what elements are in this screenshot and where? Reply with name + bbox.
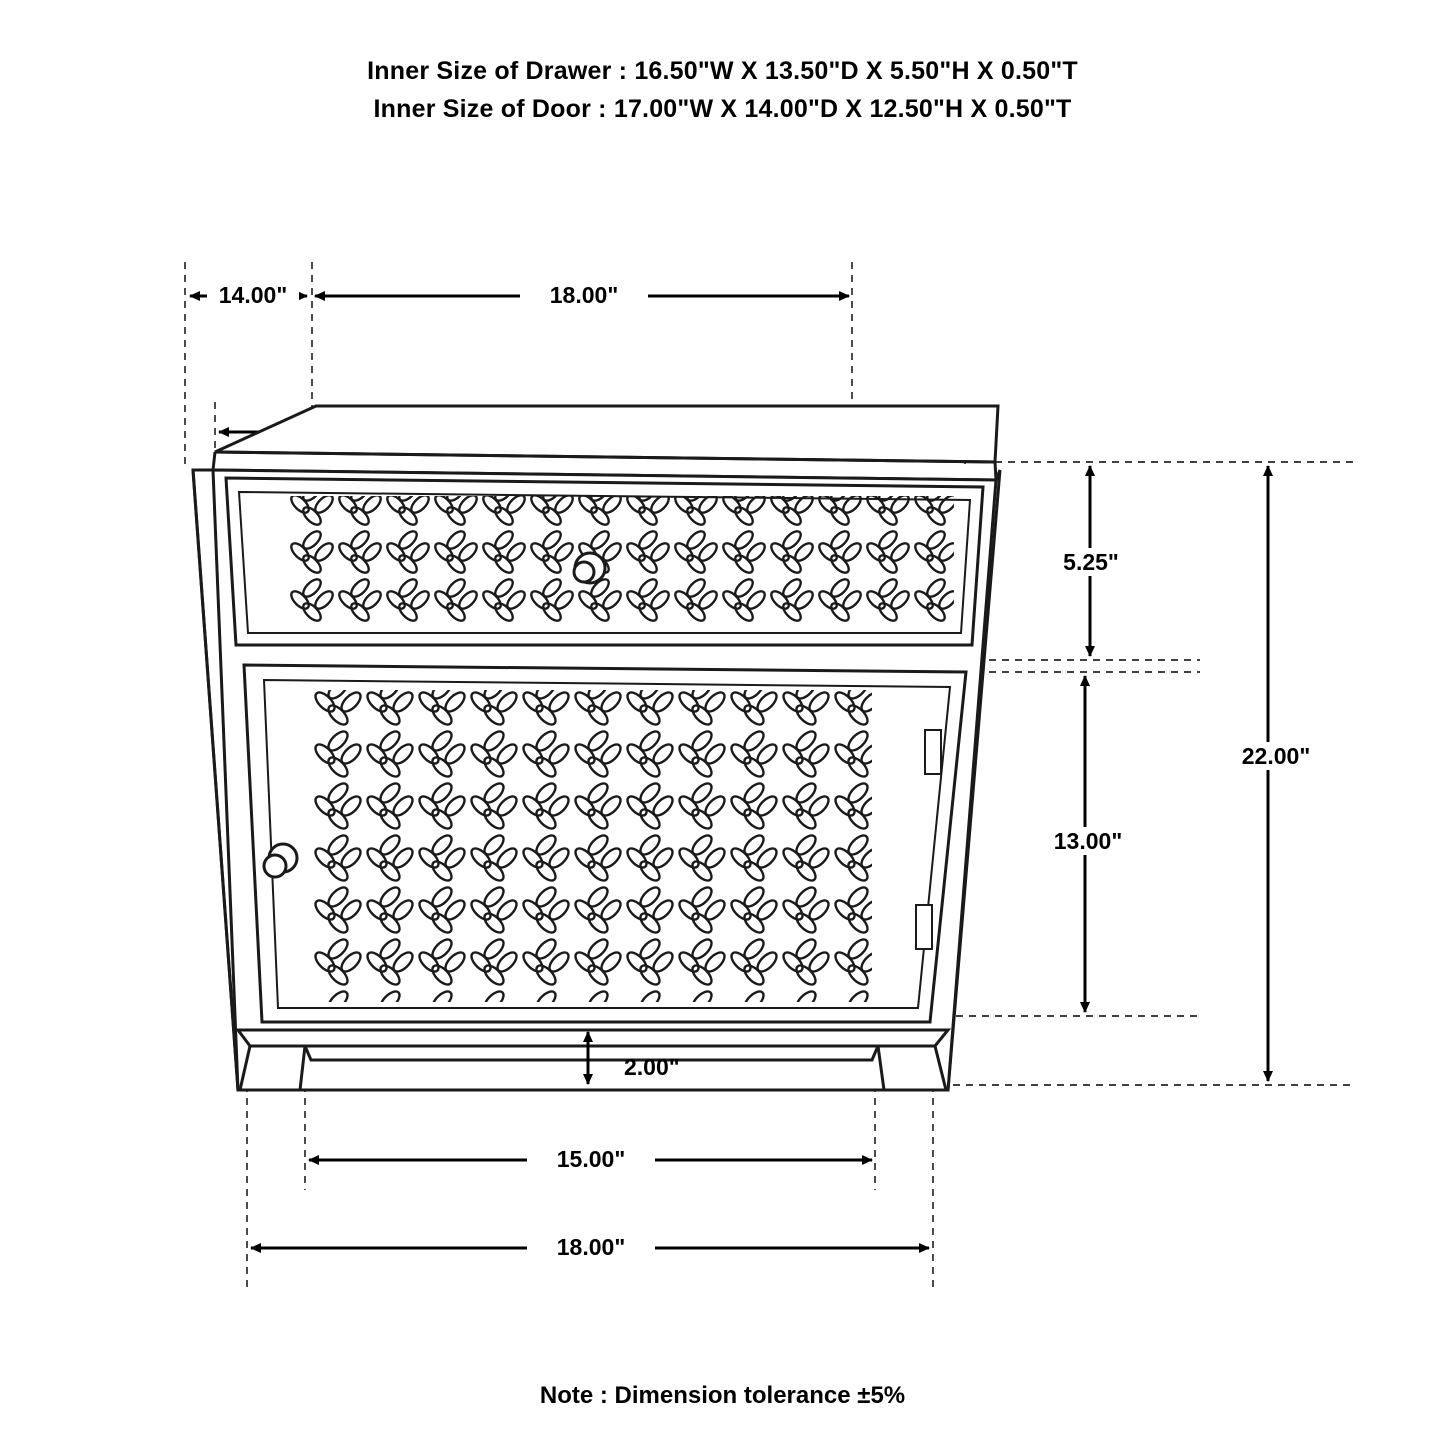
dimension-depth-top — [190, 282, 307, 309]
dimension-drawer-height — [1043, 466, 1139, 656]
dimension-total-height — [1222, 466, 1330, 1081]
label-base-width: 18.00" — [556, 1234, 626, 1260]
footer-note: Note : Dimension tolerance ±5% — [539, 1382, 906, 1409]
dimension-width-top — [315, 282, 849, 309]
dimension-door-height — [1036, 676, 1140, 1012]
label-width-top: 18.00" — [549, 282, 619, 308]
label-door-height: 13.00" — [1053, 828, 1123, 854]
label-base-inner-width: 15.00" — [556, 1146, 626, 1172]
dimension-base-inner-width — [309, 1146, 872, 1173]
label-total-height: 22.00" — [1241, 743, 1311, 769]
drawer-face — [226, 478, 983, 645]
label-leg-clearance: 2.00" — [624, 1054, 680, 1080]
dimension-base-width — [251, 1234, 929, 1261]
label-depth-top: 14.00" — [218, 282, 288, 308]
door-face — [244, 665, 966, 1022]
header-line-drawer: Inner Size of Drawer : 16.50"W X 13.50"D X 5.50"H X 0.50"T — [367, 57, 1078, 85]
header-line-door: Inner Size of Door : 17.00"W X 14.00"D X 12.50"H X 0.50"T — [373, 95, 1072, 123]
label-drawer-height: 5.25" — [1063, 549, 1119, 575]
